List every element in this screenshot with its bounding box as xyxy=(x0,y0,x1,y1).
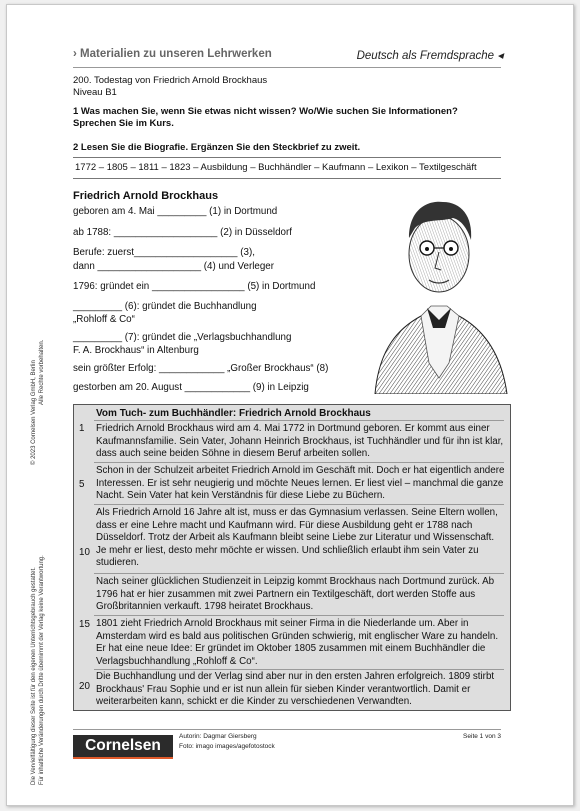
paragraph-divider xyxy=(94,615,504,616)
footer-divider xyxy=(73,729,501,730)
profile-line: Berufe: zuerst___________________ (3), xyxy=(73,247,255,258)
task-2: 2 Lesen Sie die Biografie. Ergänzen Sie den Steckbrief zu zweit. xyxy=(73,142,361,153)
biography-paragraph: Friedrich Arnold Brockhaus wird am 4. Mai 1772 in Dortmund geboren. Er kommt aus einer Kaufmannsfamilie. Sein Vater, Johann Heinrich Brockhaus, ist Tuchhändler und für ihn ist klar, dass auch seine beiden Söhne in diesem Beruf arbeiten sollen. xyxy=(96,423,504,459)
line-number: 1 xyxy=(79,423,85,434)
biography-paragraph: 1801 zieht Friedrich Arnold Brockhaus mit seiner Firma in die Niederlande um. Aber in Amsterdam wird es bald aus politischen Gründen schwierig, mit englischer Ware zu handeln. Er hat eine neue Idee: Er gründet im Oktober 1805 zusammen mit einem Buchhändler die Verlagsbuchhandlung „Rohloff & Co“. xyxy=(96,618,499,667)
task-1-line-1: 1 Was machen Sie, wenn Sie etwas nicht wissen? Wo/Wie suchen Sie Informationen? xyxy=(73,106,458,117)
legal-notice-1: Die Vervielfältigung dieser Seite ist für den eigenen Unterrichtsgebrauch gestattet. xyxy=(31,567,37,785)
biography-paragraph: Als Friedrich Arnold 16 Jahre alt ist, muss er das Gymnasium verlassen. Seine Eltern wollen, dass er eine Lehre macht und Kaufmann wird. Für diese Ausbildung geht er 1788 nach Düsseldorf. Trotz der Arbeit als Kaufmann bleibt seine Liebe zur Literatur und Wissenschaft. Je mehr er liest, desto mehr möchte er wissen. Und schließlich erlaubt ihm sein Vater zu studieren. xyxy=(96,507,498,568)
intro-title: 200. Todestag von Friedrich Arnold Brockhaus xyxy=(73,75,268,86)
worksheet-page xyxy=(6,4,574,806)
profile-line: F. A. Brockhaus“ in Altenburg xyxy=(73,345,199,356)
line-number: 15 xyxy=(79,619,90,630)
profile-title: Friedrich Arnold Brockhaus xyxy=(73,190,219,202)
biography-paragraph: Nach seiner glücklichen Studienzeit in Leipzig kommt Brockhaus nach Dortmund zurück. Ab 1796 hat er hier zusammen mit zwei Partnern ein Textilgeschäft, dort werden Stoffe aus Großbritannien verkauft. 1798 heiratet Brockhaus. xyxy=(96,576,495,612)
profile-line: 1796: gründet ein _________________ (5) in Dortmund xyxy=(73,281,316,292)
footer-author: Autorin: Dagmar Giersberg xyxy=(179,733,257,740)
profile-line: _________ (6): gründet die Buchhandlung xyxy=(73,301,257,312)
biography-paragraph: Die Buchhandlung und der Verlag sind aber nur in den ersten Jahren erfolgreich. 1809 stirbt Brockhaus' Frau Sophie und er ist nun allein für sieben Kinder verantwortlich. Damit er weiterarbeiten kann, schickt er die Kinder zu verschiedenen Verwandten. xyxy=(96,671,495,707)
line-number: 20 xyxy=(79,681,90,692)
profile-line: dann ___________________ (4) und Verleger xyxy=(73,261,275,272)
profile-line: ab 1788: ___________________ (2) in Düsseldorf xyxy=(73,227,292,238)
intro-level: Niveau B1 xyxy=(73,87,117,98)
line-number: 5 xyxy=(79,479,85,490)
legal-notice-2: Für inhaltliche Veränderungen durch Dritte übernimmt der Verlag keine Verantwortung. xyxy=(39,555,45,785)
header-divider xyxy=(73,67,501,68)
profile-line: sein größter Erfolg: ____________ „Großer Brockhaus“ (8) xyxy=(73,363,329,374)
footer-photo-credit: Foto: imago images/agefotostock xyxy=(179,743,275,750)
profile-line: _________ (7): gründet die „Verlagsbuchhandlung xyxy=(73,332,292,343)
biography-title: Vom Tuch- zum Buchhändler: Friedrich Arnold Brockhaus xyxy=(96,408,371,419)
paragraph-divider xyxy=(94,462,504,463)
profile-line: gestorben am 20. August ____________ (9) in Leipzig xyxy=(73,382,309,393)
brockhaus-portrait xyxy=(369,188,509,394)
header-subject-label: Deutsch als Fremdsprache ◂ xyxy=(356,50,503,62)
biography-paragraph: Schon in der Schulzeit arbeitet Friedrich Arnold im Geschäft mit. Doch er hat eigentlich andere Interessen. Er ist sehr neugierig und möchte Neues lernen. Er liest viel – manchmal die ganze Nacht. Sein Vater hat kein Verständnis für diese Liebe zu Büchern. xyxy=(96,465,505,501)
footer-page-number: Seite 1 von 3 xyxy=(463,733,501,740)
header-materials-label: › Materialien zu unseren Lehrwerken xyxy=(73,48,272,60)
profile-line: geboren am 4. Mai _________ (1) in Dortmund xyxy=(73,206,278,217)
biography-text-box xyxy=(73,404,511,711)
line-number: 10 xyxy=(79,547,90,558)
logo-accent-bar xyxy=(73,757,173,759)
paragraph-divider xyxy=(94,420,504,421)
paragraph-divider xyxy=(94,504,504,505)
word-box: 1772 – 1805 – 1811 – 1823 – Ausbildung – Buchhändler – Kaufmann – Lexikon – Textilgeschäft xyxy=(73,157,501,179)
paragraph-divider xyxy=(94,669,504,670)
task-1-line-2: Sprechen Sie im Kurs. xyxy=(73,118,174,129)
profile-line: „Rohloff & Co“ xyxy=(73,314,135,325)
cornelsen-logo: Cornelsen xyxy=(73,735,173,757)
paragraph-divider xyxy=(94,573,504,574)
copyright-notice: © 2023 Cornelsen Verlag GmbH, Berlin xyxy=(31,360,37,465)
rights-notice: Alle Rechte vorbehalten. xyxy=(39,339,45,405)
